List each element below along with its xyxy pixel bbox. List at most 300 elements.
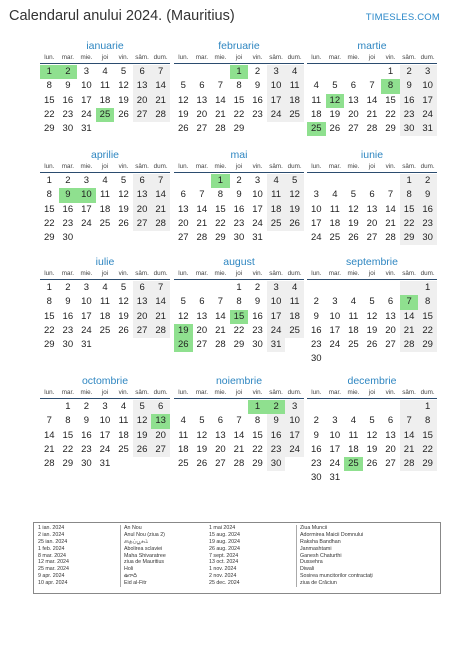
legend-date: 1 ian. 2024 [38,525,65,531]
month-iulie [40,256,170,352]
legend-holiday-name: Sosirea muncitorilor contractați [300,573,373,580]
weekday-label: sâm. [135,389,149,396]
weekday-label: vin. [385,54,396,61]
weekday-label: joi [101,270,109,277]
day-cell: 29 [385,123,396,135]
day-cell: 1 [46,282,52,293]
day-cell: 23 [62,324,74,336]
day-cell: 28 [151,217,170,231]
day-grid [40,65,170,136]
legend-date: 26 aug. 2024 [209,545,240,552]
day-cell: 24 [418,108,437,122]
empty-cell [363,65,382,79]
day-cell: 11 [348,429,359,441]
weekday-label: vin. [118,163,129,170]
day-cell: 13 [348,94,359,106]
legend-date: 25 dec. 2024 [209,580,240,587]
weekday-label: mar. [61,54,74,61]
day-cell: 11 [178,429,189,441]
legend-holiday-name: Dussehra [300,559,323,566]
day-cell: 17 [267,94,286,108]
day-cell: 30 [418,231,437,245]
day-cell: 17 [267,310,286,324]
day-cell: 10 [329,429,341,441]
day-cell: 28 [400,338,419,352]
weekday-label: mie. [347,270,360,277]
day-cell: 16 [62,94,74,106]
day-cell: 11 [100,80,110,92]
legend-date: 1 feb. 2024 [38,545,65,552]
holiday-day-cell: 9 [59,188,78,202]
day-cell: 12 [196,429,208,441]
weekday-label: lun. [44,163,55,170]
day-cell: 12 [366,429,378,441]
empty-cell [381,281,400,295]
day-cell: 3 [83,66,90,77]
empty-cell [381,174,400,188]
legend-date: 1 nov. 2024 [209,566,237,573]
holiday-day-cell: 25 [344,457,363,471]
month-octombrie [40,375,170,471]
empty-cell [326,281,345,295]
weekday-label: mar. [61,270,74,277]
month-name: mai [230,149,248,161]
day-cell: 5 [180,296,186,308]
legend-holiday-name: ఉగాది [124,573,137,580]
day-grid [174,174,304,245]
day-cell: 20 [215,443,226,455]
weekday-label: lun. [44,270,55,277]
day-cell: 5 [369,296,375,308]
weekday-label: mie. [347,389,360,396]
day-cell: 21 [385,217,396,229]
weekday-label: joi [101,163,109,170]
legend-date: 12 mar. 2024 [38,559,69,566]
day-cell: 24 [81,108,92,120]
day-cell: 9 [418,188,437,202]
day-cell: 30 [62,232,74,244]
day-cell: 27 [133,108,152,122]
day-cell: 18 [99,203,111,215]
weekday-label: mie. [214,163,227,170]
day-cell: 29 [400,231,419,245]
day-cell: 19 [177,108,189,120]
weekday-label: sâm. [269,54,283,61]
day-cell: 16 [252,310,263,322]
empty-cell [174,400,193,414]
day-grid [307,65,437,136]
day-cell: 18 [99,94,111,106]
day-cell: 24 [252,217,263,229]
day-cell: 27 [177,232,189,244]
day-cell: 8 [46,296,52,308]
day-cell: 21 [196,217,208,229]
day-cell: 31 [99,458,111,470]
day-cell: 13 [133,295,152,309]
legend-holiday-name: தைப்பூசம் [124,538,149,545]
day-cell: 22 [233,324,245,336]
month-martie [307,40,437,136]
day-cell: 26 [177,123,189,135]
day-cell: 21 [151,310,170,324]
day-cell: 31 [267,338,286,352]
day-cell: 13 [366,203,378,215]
day-cell: 29 [418,457,437,471]
day-cell: 11 [100,296,110,308]
day-cell: 6 [133,174,152,188]
weekday-label: lun. [44,54,55,61]
day-cell: 3 [83,282,90,293]
holiday-day-cell: 19 [174,324,193,338]
day-cell: 9 [313,429,319,441]
day-cell: 14 [400,429,419,443]
day-cell: 5 [120,175,127,186]
day-cell: 5 [133,400,152,414]
holiday-day-cell: 26 [174,338,193,352]
day-cell: 31 [329,472,341,484]
day-cell: 22 [400,217,419,231]
day-cell: 15 [215,203,226,215]
day-cell: 9 [313,310,319,322]
day-cell: 15 [418,310,437,324]
day-cell: 12 [118,296,129,308]
day-cell: 21 [215,108,226,120]
day-cell: 9 [65,80,71,92]
month-name: noiembrie [215,375,263,387]
weekday-label: mie. [80,54,93,61]
day-cell: 14 [43,429,55,441]
day-cell: 25 [285,324,304,338]
month-name: decembrie [347,375,397,387]
weekday-label: lun. [311,54,322,61]
day-cell: 8 [217,189,224,201]
day-cell: 31 [81,339,92,351]
empty-cell [193,65,212,79]
day-cell: 28 [196,232,208,244]
day-cell: 5 [120,282,127,293]
day-cell: 28 [151,108,170,122]
legend-date: 19 aug. 2024 [209,538,240,545]
empty-cell [400,281,419,295]
month-decembrie [307,375,437,486]
day-cell: 21 [400,443,419,457]
weekday-label: sâm. [269,270,283,277]
weekday-label: dum. [420,163,435,170]
day-cell: 24 [310,232,322,244]
day-cell: 20 [133,94,152,108]
day-cell: 27 [196,123,208,135]
day-cell: 18 [118,429,129,441]
day-cell: 19 [196,443,208,455]
weekday-label: vin. [118,389,129,396]
day-cell: 20 [385,324,396,336]
day-cell: 10 [99,415,111,427]
empty-cell [174,65,193,79]
day-cell: 24 [267,324,286,338]
month-februarie [174,40,304,136]
day-cell: 3 [102,401,108,412]
day-cell: 30 [62,339,74,351]
day-cell: 21 [233,443,245,455]
weekday-label: mar. [328,163,341,170]
day-cell: 22 [418,324,437,338]
day-cell: 24 [81,324,92,336]
day-cell: 30 [252,339,263,351]
day-cell: 24 [329,339,341,351]
day-cell: 25 [329,232,341,244]
weekday-label: dum. [153,54,168,61]
weekday-label: mie. [80,270,93,277]
empty-cell [326,65,345,79]
empty-cell [363,281,382,295]
empty-cell [363,174,382,188]
day-cell: 26 [133,443,152,457]
weekday-label: joi [101,54,109,61]
day-cell: 9 [267,414,286,428]
month-name: aprilie [90,149,119,161]
day-cell: 16 [418,203,437,217]
day-cell: 21 [215,324,226,336]
day-cell: 16 [62,310,74,322]
weekday-label: joi [368,54,376,61]
legend-dates-col-1 [38,525,69,587]
legend-date: 7 sept. 2024 [209,552,239,559]
brand-link[interactable]: TIMESLES.COM [365,12,440,23]
empty-cell [363,400,382,414]
legend-date: 10 apr. 2024 [38,580,68,587]
weekday-label: lun. [178,163,189,170]
legend-holiday-name: Eid al-Fitr [124,580,147,587]
day-cell: 27 [366,232,378,244]
day-cell: 15 [385,94,396,106]
day-cell: 15 [43,94,55,106]
weekday-label: dum. [153,163,168,170]
day-cell: 2 [313,296,319,308]
day-cell: 2 [254,282,261,293]
day-cell: 11 [285,79,304,93]
day-cell: 29 [43,232,55,244]
day-cell: 29 [43,123,55,135]
day-cell: 12 [177,94,189,106]
day-cell: 28 [43,458,55,470]
weekday-header [307,388,437,399]
day-cell: 31 [81,123,92,135]
day-cell: 9 [236,189,242,201]
day-grid [174,65,304,136]
day-cell: 28 [215,339,226,351]
holiday-day-cell: 12 [326,94,345,108]
weekday-label: lun. [311,389,322,396]
day-cell: 29 [43,339,55,351]
day-cell: 4 [102,175,108,186]
day-cell: 19 [118,94,129,106]
month-iunie [307,149,437,245]
day-cell: 24 [267,108,286,122]
day-cell: 11 [267,188,286,202]
day-cell: 12 [366,310,378,322]
day-cell: 14 [385,203,396,215]
month-name: martie [357,40,387,52]
day-grid [307,174,437,245]
holiday-day-cell: 1 [248,400,267,414]
day-cell: 6 [387,415,394,427]
empty-cell [174,174,193,188]
empty-cell [307,174,326,188]
day-cell: 22 [43,324,55,336]
day-cell: 23 [81,443,92,455]
day-cell: 2 [313,415,319,427]
weekday-label: joi [235,54,243,61]
day-cell: 11 [329,203,340,215]
day-cell: 6 [199,296,205,308]
legend-date: 25 ian. 2024 [38,538,68,545]
weekday-label: dum. [420,270,435,277]
day-cell: 11 [100,189,110,201]
day-cell: 10 [252,189,263,201]
weekday-label: vin. [252,163,263,170]
month-name: iunie [360,149,384,161]
day-cell: 24 [81,217,92,229]
day-cell: 28 [215,123,226,135]
day-cell: 26 [348,232,359,244]
day-cell: 19 [366,443,378,455]
day-cell: 4 [350,296,357,308]
day-cell: 17 [252,203,263,215]
day-cell: 4 [313,80,319,92]
legend-date: 2 nov. 2024 [209,573,237,580]
day-cell: 16 [233,203,245,215]
weekday-label: joi [368,163,376,170]
day-cell: 3 [267,65,286,79]
day-cell: 1 [236,282,242,293]
month-aprilie [40,149,170,245]
day-cell: 9 [254,296,261,308]
day-cell: 3 [313,189,319,201]
weekday-label: vin. [385,389,396,396]
legend-holiday-name: Ziua Muncii [300,525,328,531]
day-cell: 27 [196,339,208,351]
day-cell: 10 [285,414,304,428]
day-cell: 18 [99,310,111,322]
day-cell: 1 [46,175,52,186]
day-cell: 10 [267,79,286,93]
legend-dates-col-2 [209,525,240,587]
empty-cell [344,174,363,188]
weekday-label: vin. [385,163,396,170]
day-cell: 30 [400,122,419,136]
day-cell: 9 [254,80,261,92]
day-cell: 27 [348,123,359,135]
day-cell: 4 [102,282,108,293]
day-grid [40,281,170,352]
day-cell: 11 [311,94,322,106]
day-cell: 10 [310,203,322,215]
day-cell: 2 [65,282,71,293]
day-cell: 19 [285,203,304,217]
legend-holiday-name: ziua de Crăciun [300,580,337,587]
day-cell: 15 [43,310,55,322]
day-cell: 12 [348,203,359,215]
day-cell: 26 [285,217,304,231]
day-cell: 12 [285,188,304,202]
day-cell: 5 [199,415,205,427]
weekday-label: vin. [385,270,396,277]
day-cell: 18 [285,310,304,324]
day-cell: 8 [236,296,242,308]
weekday-label: mie. [80,163,93,170]
holiday-day-cell: 15 [230,310,249,324]
day-cell: 21 [151,203,170,217]
day-cell: 31 [252,232,263,244]
day-cell: 23 [267,443,286,457]
day-cell: 9 [65,296,71,308]
legend-date: 2 ian. 2024 [38,531,65,538]
month-noiembrie [174,375,304,471]
day-cell: 2 [65,175,71,186]
weekday-header [40,53,170,64]
day-cell: 8 [254,415,261,427]
weekday-label: dum. [287,54,302,61]
day-cell: 4 [350,415,357,427]
day-cell: 9 [83,415,90,427]
day-cell: 18 [329,217,341,229]
day-cell: 7 [151,281,170,295]
weekday-label: dum. [420,389,435,396]
day-cell: 18 [177,443,189,455]
day-cell: 17 [329,324,341,336]
day-cell: 2 [83,401,90,412]
weekday-label: dum. [153,389,168,396]
day-cell: 15 [252,429,263,441]
day-cell: 28 [366,123,378,135]
weekday-label: joi [368,270,376,277]
weekday-label: mie. [214,389,227,396]
day-cell: 4 [180,415,186,427]
day-grid [307,400,437,486]
day-cell: 23 [62,108,74,120]
day-cell: 25 [177,458,189,470]
day-cell: 5 [120,66,127,77]
day-cell: 13 [215,429,226,441]
weekday-label: mie. [214,54,227,61]
empty-cell [344,400,363,414]
day-cell: 11 [285,295,304,309]
weekday-label: lun. [178,389,189,396]
day-cell: 27 [215,458,226,470]
day-cell: 26 [118,324,129,336]
weekday-label: joi [235,389,243,396]
day-cell: 7 [199,189,205,201]
day-cell: 1 [65,401,71,412]
day-cell: 30 [267,457,286,471]
holiday-day-cell: 1 [230,65,249,79]
holiday-day-cell: 25 [307,122,326,136]
day-cell: 3 [418,65,437,79]
day-cell: 29 [233,123,245,135]
holiday-day-cell: 1 [40,65,59,79]
day-cell: 11 [348,310,359,322]
day-cell: 16 [310,324,322,336]
month-name: februarie [218,40,260,52]
day-cell: 18 [348,443,359,455]
day-cell: 13 [133,79,152,93]
legend-holiday-name: Adormirea Maicii Domnului [300,531,364,538]
day-cell: 25 [99,324,111,336]
day-cell: 15 [233,94,245,106]
day-cell: 27 [385,339,396,351]
day-cell: 20 [133,203,152,217]
day-cell: 22 [43,108,55,120]
